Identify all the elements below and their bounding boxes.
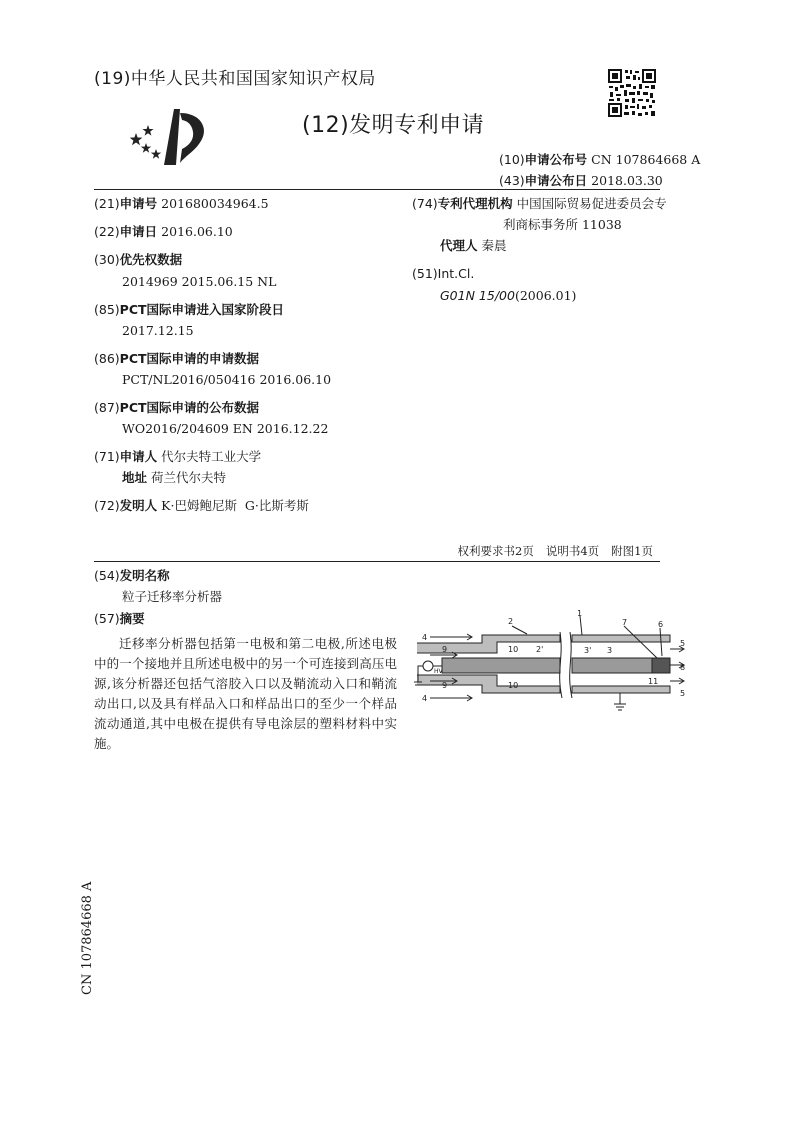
abstract-figure	[412, 608, 692, 720]
field-value: 粒子迁移率分析器	[122, 589, 223, 604]
field-value: K·巴姆鲍尼斯 G·比斯考斯	[161, 498, 309, 513]
figure-label: 9	[442, 681, 448, 690]
field-value: 秦晨	[481, 238, 507, 253]
field-label: 发明名称	[119, 568, 170, 583]
inner-electrode-right	[572, 658, 652, 673]
figure-label: 9	[442, 645, 448, 654]
field-value: 2016.06.10	[161, 224, 233, 239]
figure-label: 8	[680, 663, 686, 672]
field-label: 摘要	[119, 611, 145, 626]
inventors	[94, 497, 309, 514]
figure-label: 7	[622, 618, 628, 627]
doc-type-code: (12)	[302, 113, 350, 138]
field-code: (86)	[94, 351, 120, 366]
field-label: 优先权数据	[119, 252, 183, 267]
pub-date-code: (43)	[499, 173, 525, 188]
drawings-pages: 附图1页	[611, 544, 653, 558]
field-value: 2014969 2015.06.15 NL	[122, 274, 277, 289]
pct-national-phase-date-value	[122, 322, 194, 339]
pct-publication-data	[94, 399, 259, 416]
application-number	[94, 195, 269, 212]
ipc-class: G01N 15/00	[440, 288, 515, 303]
patent-agency	[412, 195, 667, 212]
field-code: (74)	[412, 196, 438, 211]
hv-label: HV	[434, 668, 443, 675]
office-name	[94, 64, 376, 89]
field-value: 中国国际贸易促进委员会专	[516, 196, 667, 211]
field-label: 专利代理机构	[437, 196, 513, 211]
field-code: (71)	[94, 449, 120, 464]
publication-date	[499, 171, 663, 189]
field-label: 地址	[122, 470, 148, 485]
office-code: (19)	[94, 69, 131, 89]
outer-electrode-bottom-left	[417, 675, 560, 693]
outer-electrode-top-right	[572, 635, 670, 642]
field-value: PCT/NL2016/050416 2016.06.10	[122, 372, 332, 387]
agent	[440, 237, 507, 254]
field-code: (51)	[412, 266, 438, 281]
field-code: (72)	[94, 498, 120, 513]
figure-label: 6	[658, 620, 664, 629]
figure-label: 5	[680, 689, 686, 698]
field-code: (54)	[94, 568, 120, 583]
int-cl-value	[440, 287, 576, 304]
cnipa-logo-icon	[130, 105, 210, 167]
pub-number-label: 申请公布号	[524, 152, 588, 167]
field-code: (87)	[94, 400, 120, 415]
field-label: 发明人	[119, 498, 158, 513]
abstract-text: 迁移率分析器包括第一电极和第二电极,所述电极中的一个接地并且所述电极中的另一个可连接到高压电源,该分析器还包括气溶胶入口以及鞘流动入口和鞘流动出口,以及具有样品入口和样品出口的至少一个样品流动通道,其中电极在提供有导电涂层的塑料材料中实施。	[94, 636, 397, 751]
figure-label: 3	[607, 646, 613, 655]
sample-outlet-block	[652, 658, 670, 673]
figure-label: 3'	[584, 646, 592, 655]
figure-label: 2'	[536, 645, 544, 654]
field-label: PCT国际申请进入国家阶段日	[119, 302, 285, 317]
priority-data	[94, 251, 182, 268]
figure-label: 2	[508, 617, 514, 626]
pub-number-code: (10)	[499, 152, 525, 167]
figure-label: 5	[680, 639, 686, 648]
qr-code-icon	[607, 68, 657, 118]
field-label: PCT国际申请的公布数据	[119, 400, 260, 415]
pct-application-data	[94, 350, 259, 367]
pub-date-label: 申请公布日	[524, 173, 588, 188]
int-cl	[412, 265, 474, 282]
header-divider	[94, 189, 660, 190]
patent-agency-line2	[503, 216, 622, 233]
pub-number-value: CN 107864668 A	[591, 152, 701, 167]
field-label: 申请人	[119, 449, 158, 464]
section-divider	[94, 561, 660, 562]
application-date	[94, 223, 233, 240]
field-label: 申请号	[119, 196, 158, 211]
doc-type-text: 发明专利申请	[349, 113, 485, 138]
description-pages: 说明书4页	[545, 544, 600, 558]
figure-label: 4	[422, 694, 428, 703]
applicant-address	[122, 469, 226, 486]
document-type	[302, 108, 484, 139]
field-value: 荷兰代尔夫特	[151, 470, 227, 485]
field-code: (21)	[94, 196, 120, 211]
claims-pages: 权利要求书2页	[457, 544, 534, 558]
office-name-text: 中华人民共和国国家知识产权局	[130, 69, 376, 89]
pub-date-value: 2018.03.30	[591, 173, 663, 188]
field-code: (85)	[94, 302, 120, 317]
figure-label: 4	[422, 633, 428, 642]
pct-national-phase-date	[94, 301, 284, 318]
page-counts	[446, 543, 653, 559]
field-label: PCT国际申请的申请数据	[119, 351, 260, 366]
field-value: 201680034964.5	[161, 196, 269, 211]
inner-electrode-left	[442, 658, 560, 673]
field-value: WO2016/204609 EN 2016.12.22	[122, 421, 329, 436]
field-code: (22)	[94, 224, 120, 239]
field-label: 申请日	[119, 224, 158, 239]
invention-title-label	[94, 567, 170, 584]
priority-data-value	[122, 273, 276, 290]
side-publication-number: CN 107864668 A	[80, 881, 95, 995]
ipc-version: (2006.01)	[514, 288, 577, 303]
invention-title	[122, 588, 222, 605]
pct-application-data-value	[122, 371, 331, 388]
field-code: (30)	[94, 252, 120, 267]
figure-label: 10	[508, 645, 519, 654]
field-value: 2017.12.15	[122, 323, 194, 338]
outer-electrode-bottom-right	[572, 686, 670, 693]
figure-label: 1	[577, 609, 583, 618]
abstract-label	[94, 610, 145, 627]
applicant	[94, 448, 261, 465]
field-label: Int.Cl.	[437, 266, 475, 281]
figure-label: 11	[648, 677, 659, 686]
publication-number	[499, 150, 700, 168]
figure-label: 10	[508, 681, 519, 690]
field-label: 代理人	[440, 238, 478, 253]
pct-publication-data-value	[122, 420, 328, 437]
field-code: (57)	[94, 611, 120, 626]
field-value: 代尔夫特工业大学	[161, 449, 262, 464]
field-value: 利商标事务所 11038	[503, 217, 622, 232]
